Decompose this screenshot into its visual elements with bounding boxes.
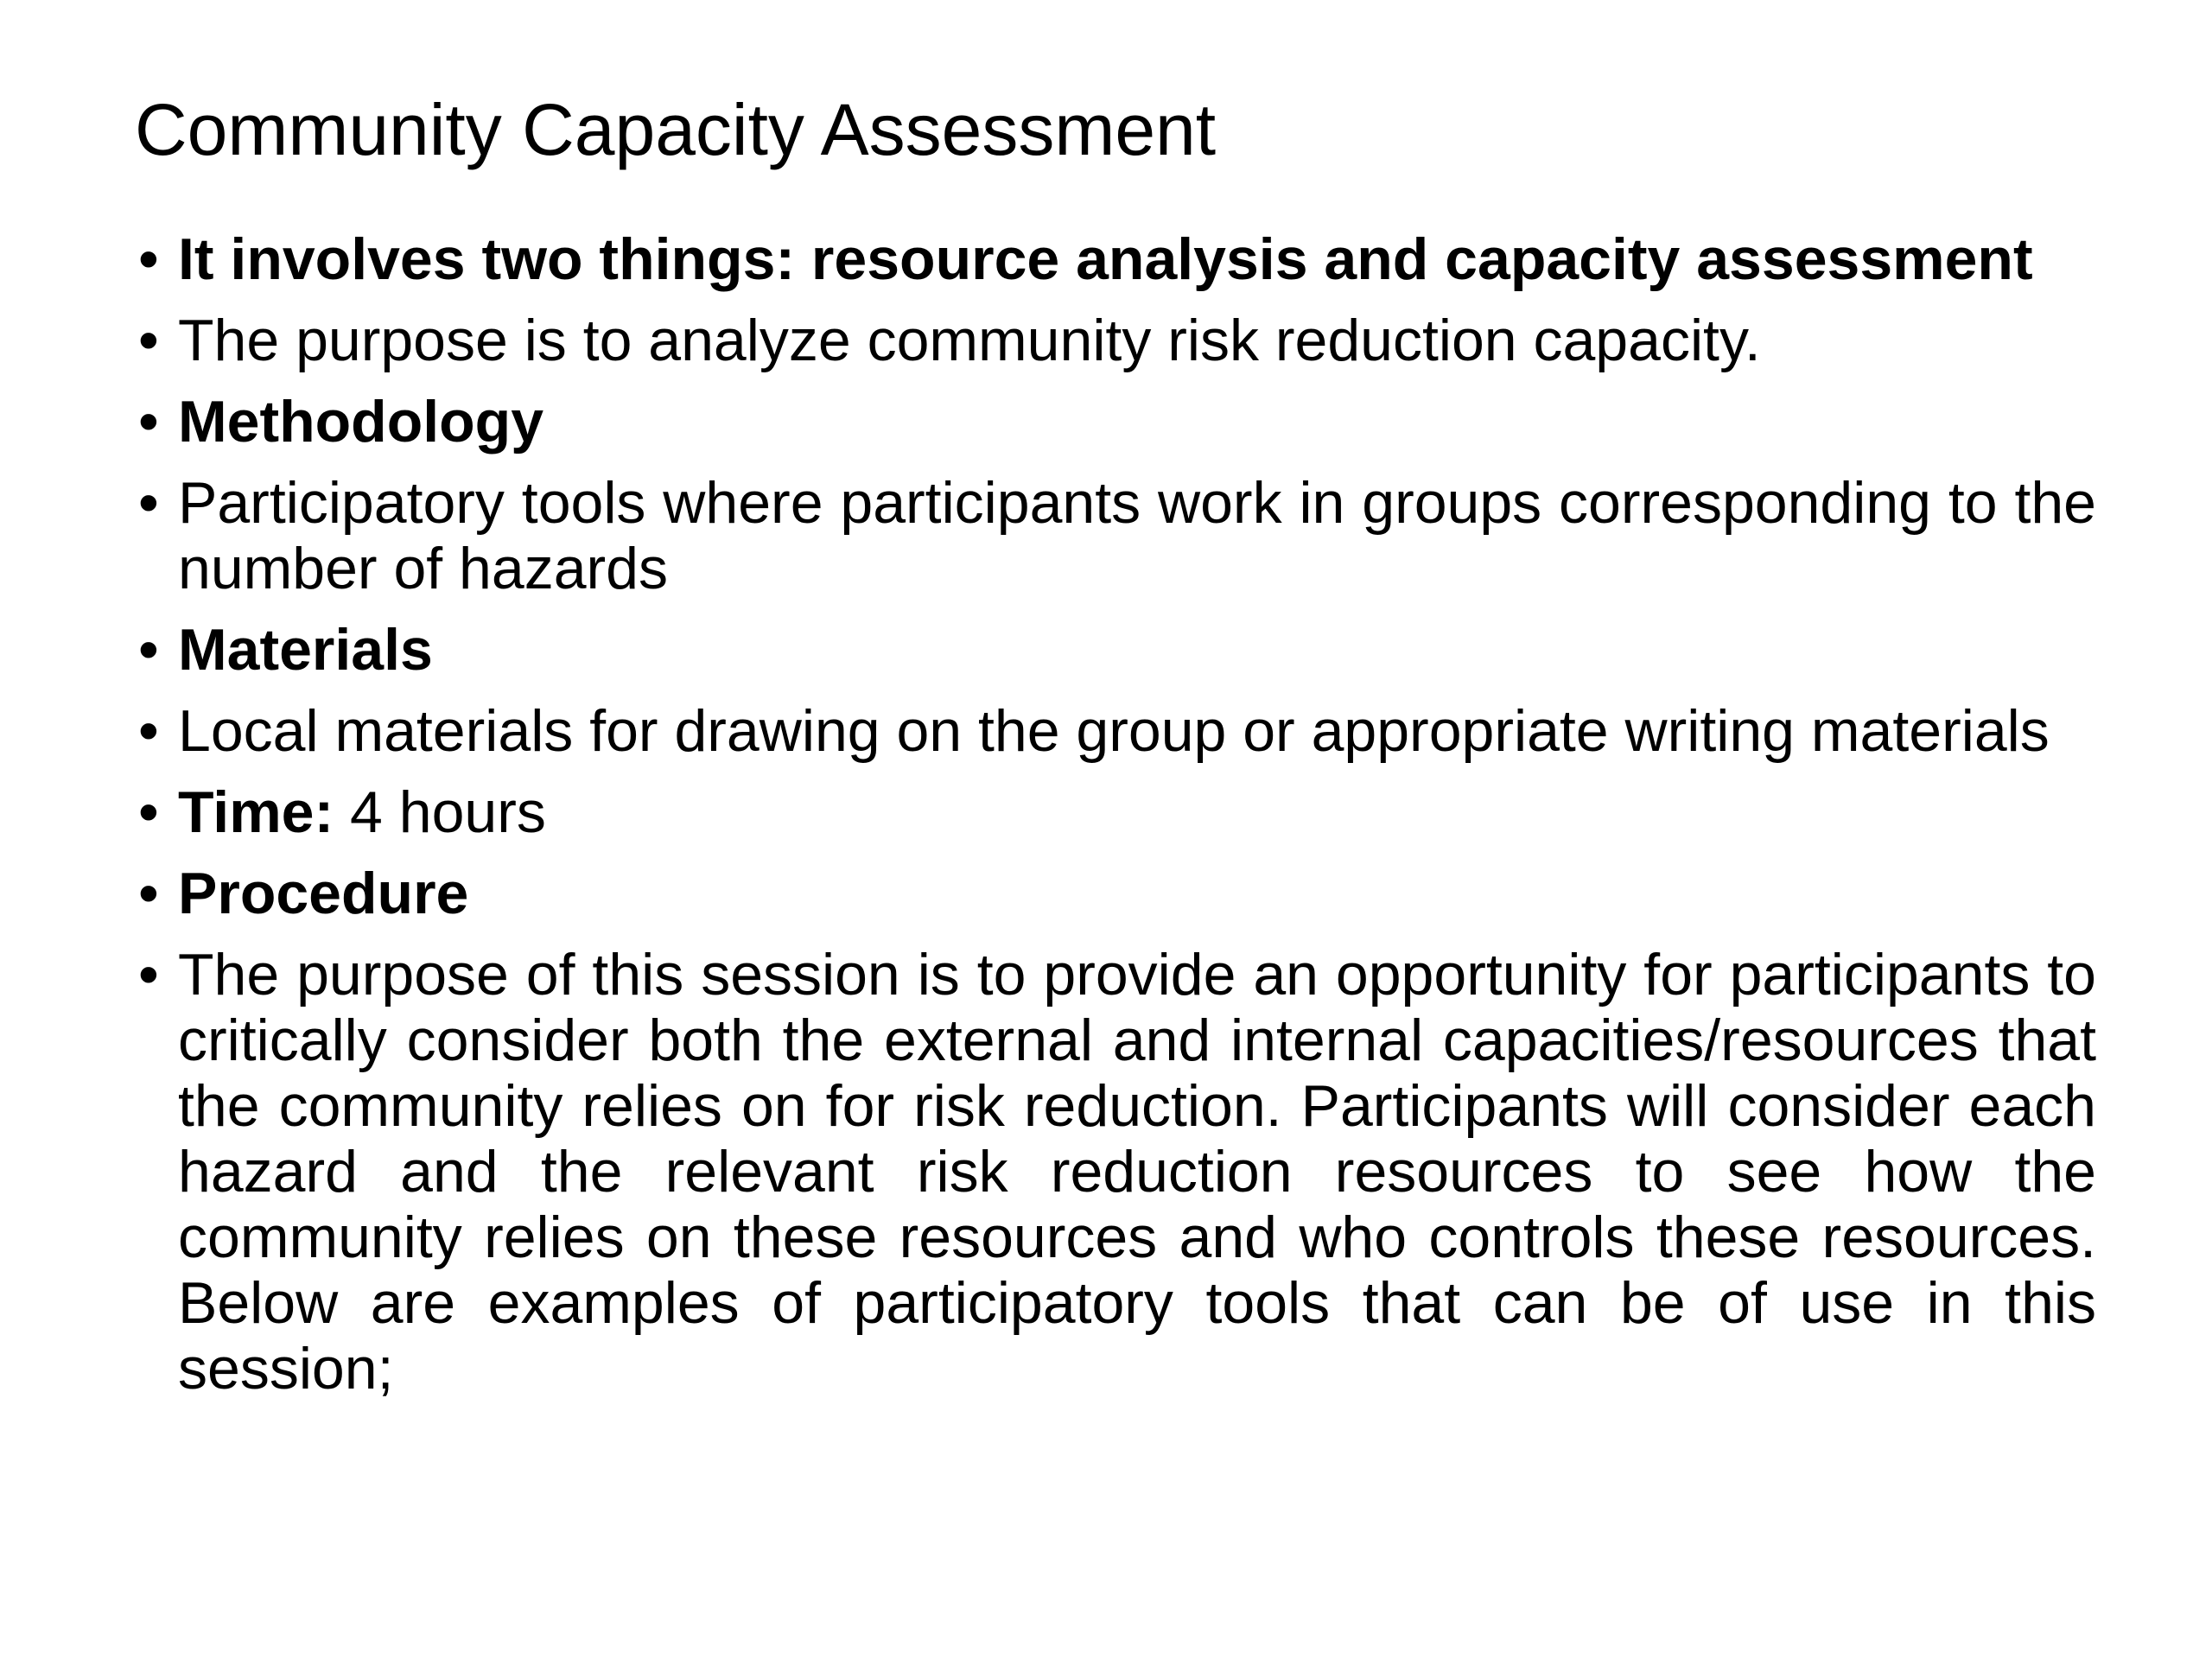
bullet-text: The purpose is to analyze community risk reduction capacity. — [178, 308, 1761, 373]
bullet-icon: • — [138, 308, 159, 373]
bullet-icon: • — [138, 470, 159, 536]
bullet-label: Time: — [178, 779, 334, 845]
bullet-item-methodology-heading — [135, 389, 2096, 454]
bullet-text: Participatory tools where participants work in groups corresponding to the number of hazards — [178, 470, 2096, 601]
bullet-list — [135, 226, 2096, 1417]
bullet-item-time — [135, 779, 2096, 845]
bullet-item-purpose — [135, 308, 2096, 373]
bullet-text: Local materials for drawing on the group or appropriate writing materials — [178, 698, 2050, 764]
bullet-text: Materials — [178, 617, 433, 683]
bullet-text: Procedure — [178, 861, 469, 926]
bullet-item-materials — [135, 698, 2096, 764]
bullet-icon: • — [138, 698, 159, 764]
bullet-icon: • — [138, 617, 159, 683]
bullet-icon: • — [138, 942, 159, 1007]
bullet-icon: • — [138, 861, 159, 926]
slide-title: Community Capacity Assessment — [135, 89, 1217, 170]
bullet-item-procedure — [135, 942, 2096, 1402]
bullet-icon: • — [138, 226, 159, 292]
bullet-text: It involves two things: resource analysis and capacity assessment — [178, 226, 2033, 292]
bullet-item-materials-heading — [135, 617, 2096, 683]
bullet-item-methodology — [135, 470, 2096, 601]
bullet-item-procedure-heading — [135, 861, 2096, 926]
bullet-icon: • — [138, 779, 159, 845]
bullet-item-overview — [135, 226, 2096, 292]
bullet-text: The purpose of this session is to provide an opportunity for participants to critically consider both the external and internal capacities/resources that the community relies on for risk reduction. Participants will consider each hazard and the relevant risk reduction resources to see how the community relies on these resources and who controls these resources. Below are examples of participatory tools that can be of use in this session; — [178, 942, 2096, 1402]
bullet-text: 4 hours — [334, 779, 546, 845]
bullet-text: Methodology — [178, 389, 544, 454]
bullet-icon: • — [138, 389, 159, 454]
